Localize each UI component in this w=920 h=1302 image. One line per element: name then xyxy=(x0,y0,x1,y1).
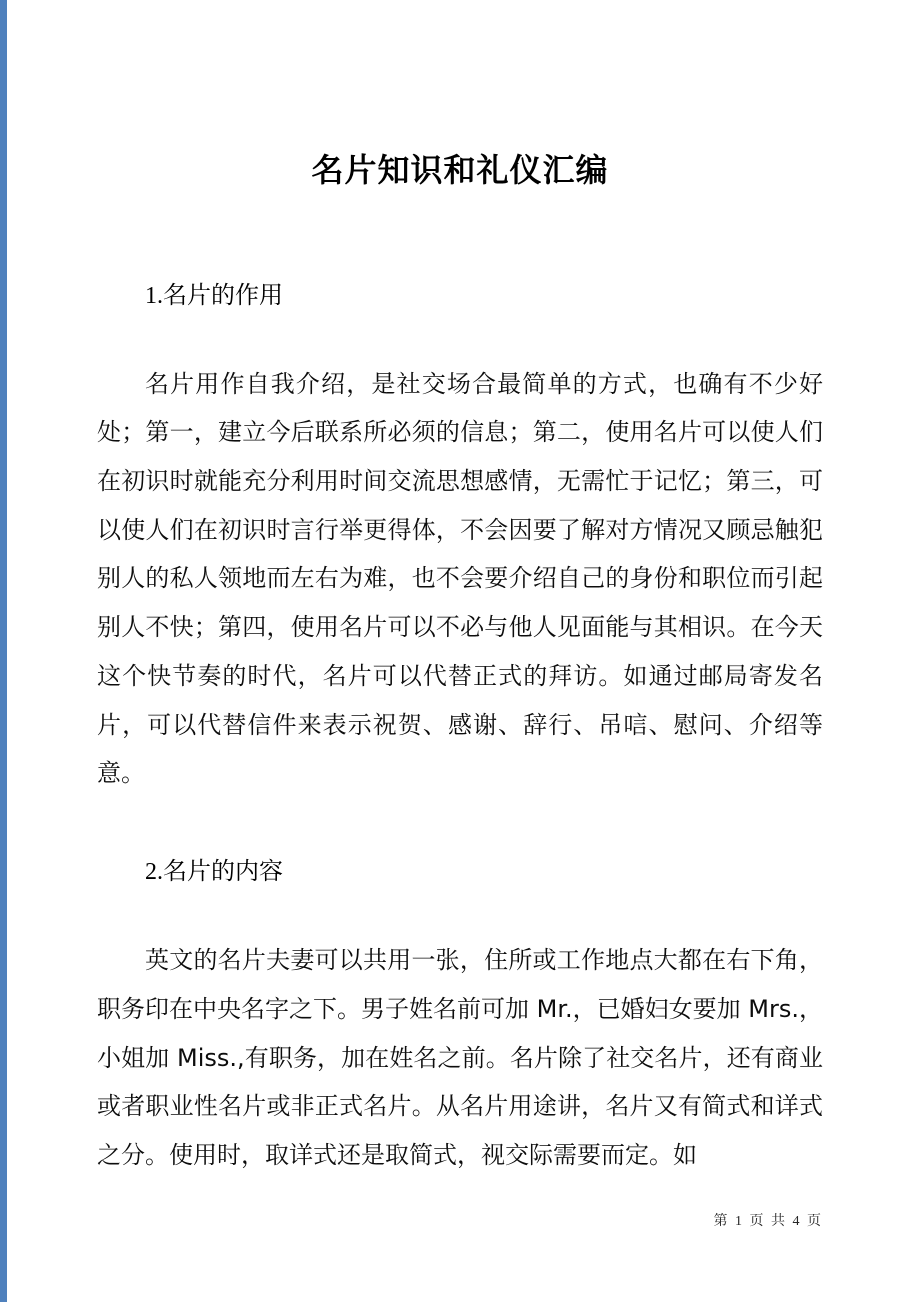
section-2-paragraph: 英文的名片夫妻可以共用一张，住所或工作地点大都在右下角，职务印在中央名字之下。男子姓名前可加 Mr.，已婚妇女要加 Mrs.，小姐加 Miss.,有职务，加在姓名之前。名片除了社交名片，还有商业或者职业性名片或非正式名片。从名片用途讲，名片又有简式和详式之分。使用时，取详式还是取简式，视交际需要而定。如 xyxy=(97,946,823,1169)
section-1-heading: 1.名片的作用 xyxy=(145,282,283,309)
document-title: 名片知识和礼仪汇编 xyxy=(311,151,609,189)
page-number-indicator: 第 1 页 共 4 页 xyxy=(713,1214,823,1229)
left-accent-bar xyxy=(0,0,7,1302)
section-2-heading: 2.名片的内容 xyxy=(145,859,283,886)
section-1-paragraph: 名片用作自我介绍，是社交场合最简单的方式，也确有不少好处；第一，建立今后联系所必须的信息；第二，使用名片可以使人们在初识时就能充分利用时间交流思想感情，无需忙于记忆；第三，可以使人们在初识时言行举更得体，不会因要了解对方情况又顾忌触犯别人的私人领地而左右为难，也不会要介绍自己的身份和职位而引起别人不快；第四，使用名片可以不必与他人见面能与其相识。在今天这个快节奏的时代，名片可以代替正式的拜访。如通过邮局寄发名片，可以代替信件来表示祝贺、感谢、辞行、吊唁、慰问、介绍等意。 xyxy=(97,369,823,788)
